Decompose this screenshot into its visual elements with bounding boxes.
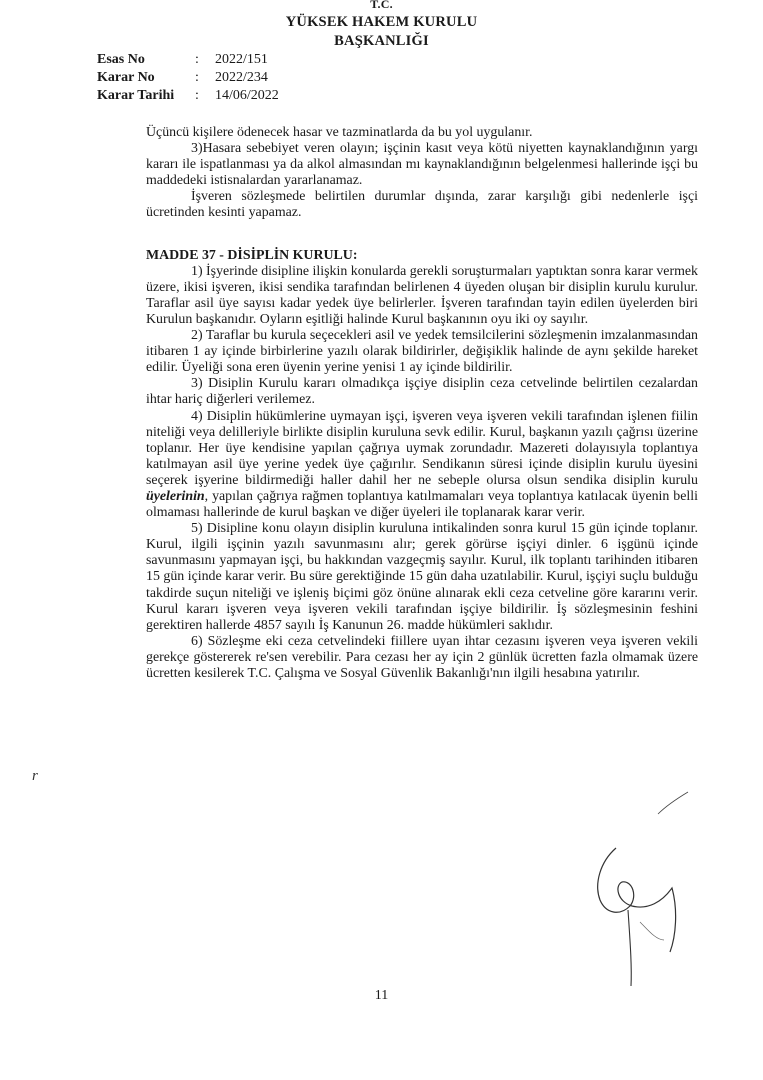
paragraph: 2) Taraflar bu kurula seçecekleri asil ve yedek temsilcilerini sözleşmenin imzalanmasından itibaren 1 ay içinde birbirlerine yazılı olarak bildirirler, değişiklik halinde de aynı şekilde hareket edilir. Üyeliği sona eren üyenin yerine yenisi 1 ay içinde bildirilir. (146, 328, 698, 376)
paragraph: Üçüncü kişilere ödenecek hasar ve tazminatlarda da bu yol uygulanır. (146, 125, 533, 140)
meta-row-esas (97, 51, 279, 69)
document-body (146, 125, 698, 682)
paragraph (146, 409, 698, 522)
institution-department: BAŞKANLIĞI (334, 33, 429, 49)
meta-row-tarih (97, 87, 279, 105)
meta-sep: : (195, 88, 199, 103)
meta-row-karar (97, 69, 279, 87)
meta-key: Karar No (97, 70, 155, 85)
meta-key: Karar Tarihi (97, 88, 175, 103)
meta-value: 14/06/2022 (215, 88, 279, 103)
meta-value: 2022/234 (215, 70, 268, 85)
signature-icon (560, 790, 710, 990)
meta-sep: : (195, 70, 199, 85)
meta-value: 2022/151 (215, 52, 268, 67)
emphasized-text: üyelerinin (146, 488, 205, 504)
spacer (146, 222, 698, 238)
article-title: MADDE 37 - DİSİPLİN KURULU: (146, 247, 358, 263)
text-run: , yapılan çağrıya rağmen toplantıya katılmamaları veya toplantıya katılacak üyenin belli olmaması hallerinde de kurul başkan ve diğer üyeleri ile toplanarak karar verir. (146, 488, 698, 521)
page-number: 11 (374, 988, 389, 1003)
spacer (146, 238, 698, 248)
paragraph: 5) Disipline konu olayın disiplin kuruluna intikalinden sonra kurul 15 gün içinde toplanır. Kurul, ilgili işçinin yazılı savunmasını alır; gerek görürse işçiyi dinler. 6 işgünü içinde savunmasını yapmayan işçi, bu hakkından vazgeçmiş sayılır. Kurul, ilk toplantı tarihinden itibaren 15 gün içinde karar verir. Bu süre gerektiğinde 15 gün daha uzatılabilir. Kurul, işçiyi suçlu bulduğu takdirde suçun niteliği ve işleniş biçimi göz önüne alınarak ekli ceza cetveline göre kararını verir. Kurul kararı işveren veya işveren vekili tarafından işçiye bildirilir. İş sözleşmesinin feshini gerektiren hallerde 4857 sayılı İş Kanunun 26. madde hükümleri saklıdır. (146, 521, 698, 633)
header-tc: T.C. (370, 0, 393, 11)
meta-key: Esas No (97, 52, 145, 67)
paragraph: 1) İşyerinde disipline ilişkin konularda gerekli soruşturmaları yaptıktan sonra karar vermek üzere, ikisi işveren, ikisi sendika tarafından belirlenen 4 üyeden oluşan bir disiplin kurulu kurulur. Taraflar asil üye sayısı kadar yedek üye belirlerler. İşveren tarafından tayin edilen üyelerden biri Kurulun başkanıdır. Oyların eşitliği halinde Kurul başkanının oyu iki oy sayılır. (146, 263, 698, 327)
margin-handwritten-mark: r (32, 768, 38, 784)
paragraph: İşveren sözleşmede belirtilen durumlar dışında, zarar karşılığı gibi nedenlerle işçi ücretinden kesinti yapamaz. (146, 189, 698, 221)
meta-sep: : (195, 52, 199, 67)
institution-name: YÜKSEK HAKEM KURULU (285, 14, 478, 30)
paragraph: 3) Disiplin Kurulu kararı olmadıkça işçiye disiplin ceza cetvelinde belirtilen cezalardan ihtar hariç diğerleri verilemez. (146, 376, 698, 408)
paragraph: 3)Hasara sebebiyet veren olayın; işçinin kasıt veya kötü niyetten kaynaklandığının yargı kararı ile ispatlanması ya da alkol almasından mı kaynaklandığının belgelenmesi hallerinde işçi bu maddedeki istisnalardan yararlanamaz. (146, 141, 698, 189)
text-run: 4) Disiplin hükümlerine uymayan işçi, işveren veya işveren vekili tarafından işlenen fiilin niteliği veya delilleriyle birlikte disiplin kuruluna sevk edilir. Kurul, başkanın yazılı çağrısı üzerine toplanır. Her üye kendisine yapılan çağrıya uymak zorundadır. Mazereti dolayısıyla toplantıya katılmayan asil üye yerine yedek üye çağırılır. Sendikanın süresi içinde disiplin kurulu üyesini seçerek işyerine bildirmediği haller dahil her ne sebeple olursa olsun sendika disiplin kurulu (146, 408, 698, 488)
case-meta (97, 51, 279, 105)
paragraph: 6) Sözleşme eki ceza cetvelindeki fiillere uyan ihtar cezasını işveren veya işveren vekili gerekçe göstererek re'sen verebilir. Para cezası her ay için 2 günlük ücretten fazla olmamak üzere ücretten kesilerek T.C. Çalışma ve Sosyal Güvenlik Bakanlığı'nın ilgili hesabına yatırılır. (146, 633, 698, 681)
